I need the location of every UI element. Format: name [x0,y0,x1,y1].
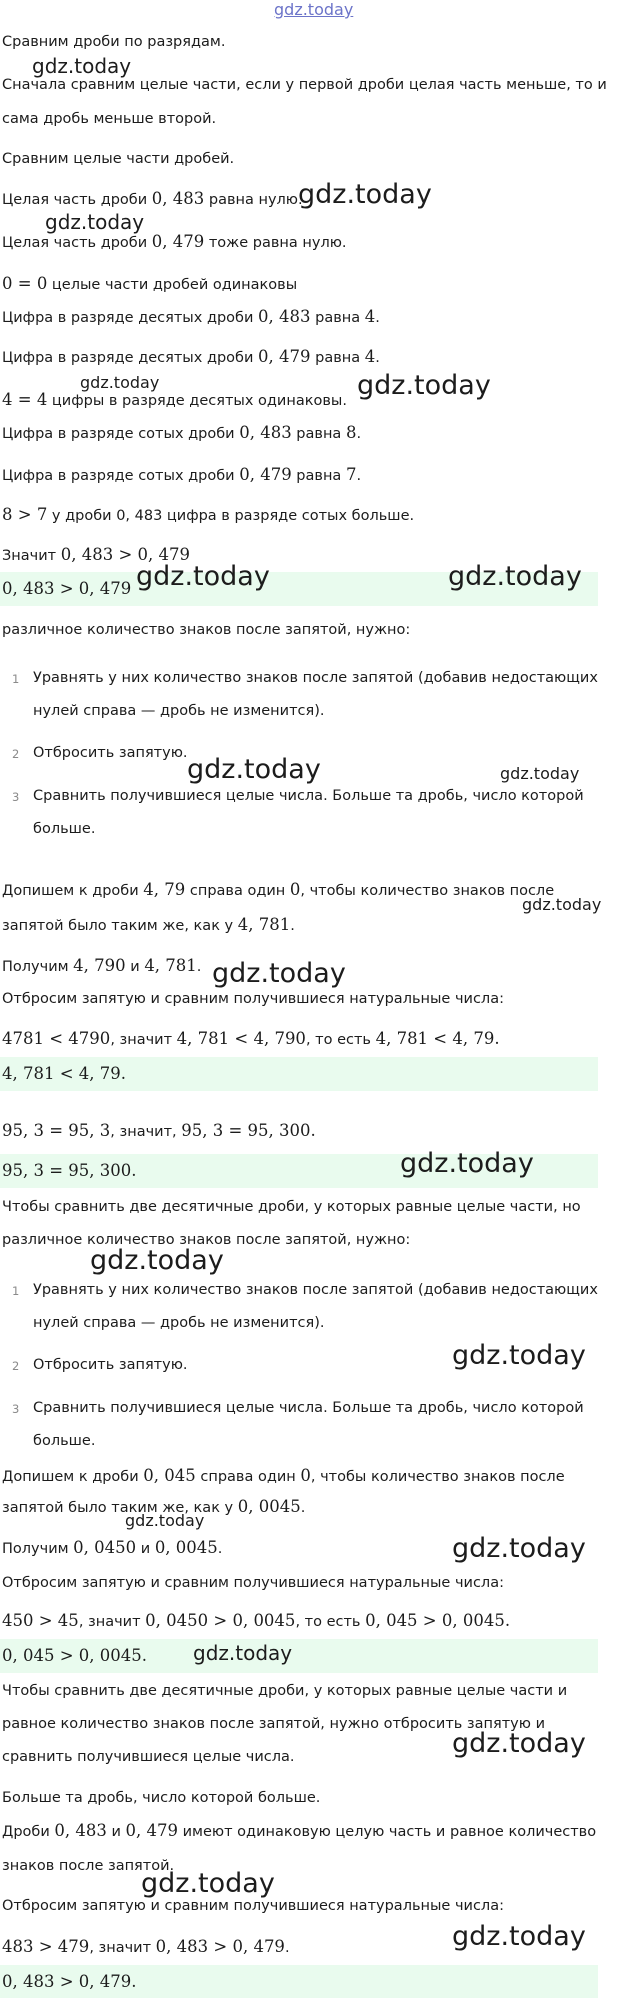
watermark: gdz.today [90,1245,224,1276]
text-line: Цифра в разряде десятых дроби 0, 483 равна 4. [2,307,380,326]
text-line: 483 > 479, значит 0, 483 > 0, 479. [2,1937,290,1956]
watermark: gdz.today [448,561,582,592]
text-line: Цифра в разряде десятых дроби 0, 479 равна 4. [2,347,380,366]
text-line: Сначала сравним целые части, если у первой дроби целая часть меньше, то и [2,77,607,93]
text-line: 95, 3 = 95, 3, значит, 95, 3 = 95, 300. [2,1121,316,1140]
watermark: gdz.today [187,754,321,785]
text-line: запятой было таким же, как у 4, 781. [2,915,295,934]
text-line: Сравним дроби по разрядам. [2,34,226,50]
text-line: Чтобы сравнить две десятичные дроби, у которых равные целые части и [2,1683,568,1699]
answer-band [0,1057,598,1091]
text-line: Получим 0, 0450 и 0, 0045. [2,1538,223,1557]
answer-band [0,1965,598,1998]
watermark: gdz.today [136,561,270,592]
text-line: 0 = 0 целые части дробей одинаковы [2,274,298,293]
answer-text: 95, 3 = 95, 300. [2,1161,137,1180]
text-line: Цифра в разряде сотых дроби 0, 483 равна 8. [2,423,362,442]
text-line: Отбросим запятую и сравним получившиеся натуральные числа: [2,991,504,1007]
watermark: gdz.today [452,1921,586,1952]
watermark: gdz.today [452,1533,586,1564]
watermark: gdz.today [500,764,580,783]
watermark: gdz.today [522,895,602,914]
text-line: Значит 0, 483 > 0, 479 [2,545,190,564]
watermark: gdz.today [452,1728,586,1759]
watermark: gdz.today [357,370,491,401]
text-line: 8 > 7 у дроби 0, 483 цифра в разряде сотых больше. [2,505,415,524]
text-line: Целая часть дроби 0, 479 тоже равна нулю. [2,232,347,251]
text-line: 4 = 4 цифры в разряде десятых одинаковы. [2,390,347,409]
text-line: 450 > 45, значит 0, 0450 > 0, 0045, то есть 0, 045 > 0, 0045. [2,1611,511,1630]
text-line: Сравним целые части дробей. [2,151,235,167]
text-line: сравнить получившиеся целые числа. [2,1749,295,1765]
text-line: Допишем к дроби 4, 79 справа один 0, чтобы количество знаков после [2,880,555,899]
text-line: различное количество знаков после запятой, нужно: [2,622,411,638]
text-line: Отбросим запятую и сравним получившиеся натуральные числа: [2,1575,504,1591]
answer-text: 0, 045 > 0, 0045. [2,1646,148,1665]
text-line: Отбросим запятую и сравним получившиеся натуральные числа: [2,1898,504,1914]
answer-band [0,1639,598,1673]
watermark: gdz.today [45,210,145,234]
text-line: Допишем к дроби 0, 045 справа один 0, чтобы количество знаков после [2,1466,565,1485]
text-line: 4781 < 4790, значит 4, 781 < 4, 790, то есть 4, 781 < 4, 79. [2,1029,500,1048]
answer-text: 0, 483 > 0, 479 [2,579,132,598]
watermark: gdz.today [125,1511,205,1530]
answer-text: 0, 483 > 0, 479. [2,1972,137,1991]
text-line: различное количество знаков после запятой, нужно: [2,1232,411,1248]
text-line: Получим 4, 790 и 4, 781. [2,956,202,975]
watermark: gdz.today [400,1148,534,1179]
watermark: gdz.today [193,1641,293,1665]
watermark: gdz.today [32,54,132,78]
watermark: gdz.today [80,373,160,392]
watermark: gdz.today [212,958,346,989]
text-line: сама дробь меньше второй. [2,111,217,127]
text-line: Целая часть дроби 0, 483 равна нулю. [2,189,303,208]
text-line: Цифра в разряде сотых дроби 0, 479 равна 7. [2,465,362,484]
watermark-header: gdz.today [274,0,354,19]
watermark: gdz.today [452,1340,586,1371]
text-line: Дроби 0, 483 и 0, 479 имеют одинаковую целую часть и равное количество [2,1821,597,1840]
answer-text: 4, 781 < 4, 79. [2,1064,127,1083]
text-line: запятой было таким же, как у 0, 0045. [2,1497,306,1516]
watermark: gdz.today [298,179,432,210]
watermark: gdz.today [141,1868,275,1899]
text-line: Чтобы сравнить две десятичные дроби, у которых равные целые части, но [2,1199,581,1215]
text-line: знаков после запятой. [2,1858,175,1874]
text-line: Больше та дробь, число которой больше. [2,1790,321,1806]
text-line: равное количество знаков после запятой, нужно отбросить запятую и [2,1716,545,1732]
